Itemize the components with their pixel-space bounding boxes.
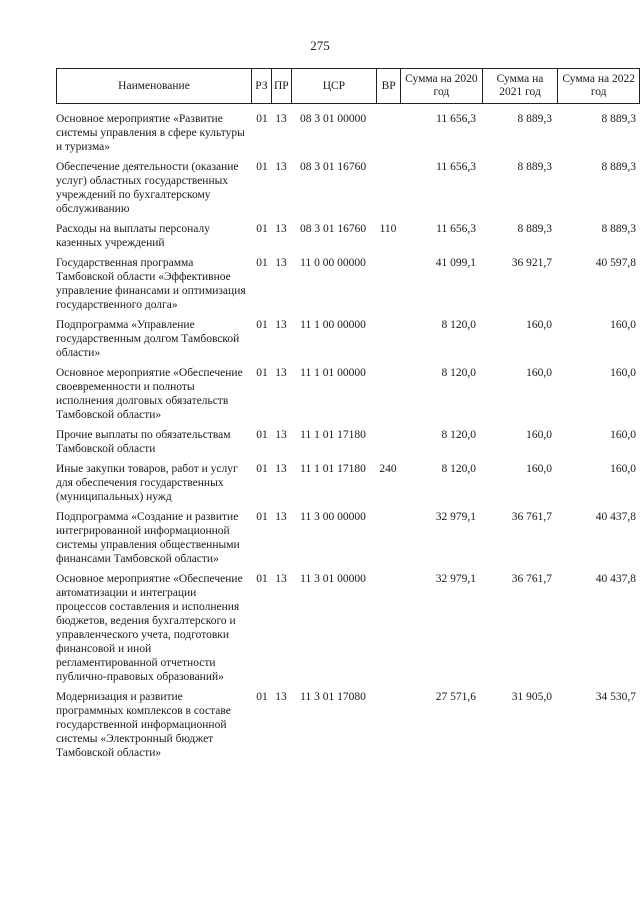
row-sum-2022: 40 437,8 [595, 573, 636, 585]
row-rz: 01 [256, 161, 268, 173]
row-sum-2022: 160,0 [610, 429, 636, 441]
table-row [56, 222, 640, 250]
row-name: Подпрограмма «Создание и развитие интегрированной информационной системы управления общественными финансами Тамбовской области» [56, 511, 240, 565]
row-rz: 01 [256, 511, 268, 523]
row-sum-2020: 11 656,3 [436, 113, 476, 125]
row-sum-2020: 32 979,1 [435, 573, 476, 585]
row-pr: 13 [275, 573, 287, 585]
table-row [56, 160, 640, 216]
row-csr: 11 3 01 00000 [300, 573, 366, 585]
row-sum-2021: 160,0 [526, 319, 552, 331]
row-csr: 11 0 00 00000 [300, 257, 366, 269]
row-sum-2022: 8 889,3 [601, 113, 636, 125]
row-vr [376, 572, 400, 684]
row-pr: 13 [275, 223, 287, 235]
table-row [56, 112, 640, 154]
row-pr: 13 [275, 113, 287, 125]
row-rz: 01 [256, 573, 268, 585]
table-row [56, 510, 640, 566]
row-pr: 13 [275, 429, 287, 441]
row-pr: 13 [275, 319, 287, 331]
row-name: Иные закупки товаров, работ и услуг для обеспечения государственных (муниципальных) нужд [56, 463, 238, 503]
table-row [56, 366, 640, 422]
header-sum-2022: Сумма на 2022 год [558, 69, 640, 104]
row-sum-2022: 40 597,8 [595, 257, 636, 269]
row-vr [376, 256, 400, 312]
row-sum-2021: 31 905,0 [511, 691, 552, 703]
row-sum-2021: 8 889,3 [517, 113, 552, 125]
row-rz: 01 [256, 113, 268, 125]
row-vr [376, 690, 400, 760]
table-row [56, 318, 640, 360]
row-sum-2020: 8 120,0 [441, 429, 476, 441]
header-rz: РЗ [251, 69, 271, 104]
row-csr: 11 3 01 17080 [300, 691, 366, 703]
row-sum-2022: 8 889,3 [601, 161, 636, 173]
row-pr: 13 [275, 367, 287, 379]
row-csr: 11 3 00 00000 [300, 511, 366, 523]
row-name: Обеспечение деятельности (оказание услуг) областных государственных учреждений по бухгалтерскому обслуживанию [56, 161, 239, 215]
row-vr [376, 160, 400, 216]
page-number: 275 [310, 38, 330, 53]
row-vr [376, 428, 400, 456]
row-sum-2022: 160,0 [610, 319, 636, 331]
header-pr: ПР [271, 69, 291, 104]
table-body [56, 112, 640, 766]
table-row [56, 256, 640, 312]
row-csr: 11 1 01 17180 [300, 429, 366, 441]
row-rz: 01 [256, 429, 268, 441]
row-sum-2020: 8 120,0 [441, 463, 476, 475]
row-pr: 13 [275, 511, 287, 523]
row-sum-2022: 160,0 [610, 463, 636, 475]
table-header [56, 68, 640, 104]
row-rz: 01 [256, 319, 268, 331]
header-sum-2021: Сумма на 2021 год [482, 69, 558, 104]
row-sum-2022: 160,0 [610, 367, 636, 379]
header-name: Наименование [57, 69, 252, 104]
row-sum-2020: 41 099,1 [435, 257, 476, 269]
row-rz: 01 [256, 463, 268, 475]
table-row [56, 428, 640, 456]
row-name: Модернизация и развитие программных комплексов в составе государственной информационной системы «Электронный бюджет Тамбовской области» [56, 691, 231, 759]
row-csr: 08 3 01 00000 [299, 113, 367, 125]
row-sum-2021: 160,0 [526, 463, 552, 475]
row-rz: 01 [256, 367, 268, 379]
row-pr: 13 [275, 161, 287, 173]
row-sum-2020: 8 120,0 [441, 319, 476, 331]
row-sum-2020: 11 656,3 [436, 161, 476, 173]
row-name: Основное мероприятие «Обеспечение своевременности и полноты исполнения долговых обязательств Тамбовской области» [56, 367, 243, 421]
row-sum-2021: 160,0 [526, 429, 552, 441]
row-sum-2020: 32 979,1 [435, 511, 476, 523]
row-vr [376, 112, 400, 154]
row-sum-2020: 27 571,6 [435, 691, 476, 703]
row-rz: 01 [256, 691, 268, 703]
row-pr: 13 [275, 257, 287, 269]
row-name: Расходы на выплаты персоналу казенных учреждений [56, 223, 210, 249]
row-rz: 01 [256, 223, 268, 235]
row-sum-2022: 8 889,3 [601, 223, 636, 235]
row-name: Прочие выплаты по обязательствам Тамбовской области [56, 429, 231, 455]
row-vr: 110 [379, 223, 397, 235]
row-rz: 01 [256, 257, 268, 269]
header-csr: ЦСР [291, 69, 376, 104]
row-csr: 11 1 01 00000 [300, 367, 366, 379]
row-vr [376, 318, 400, 360]
row-sum-2022: 40 437,8 [595, 511, 636, 523]
row-csr: 08 3 01 16760 [299, 161, 367, 173]
row-pr: 13 [275, 463, 287, 475]
row-csr: 11 1 00 00000 [300, 319, 366, 331]
row-sum-2020: 8 120,0 [441, 367, 476, 379]
row-sum-2021: 8 889,3 [517, 161, 552, 173]
table-row [56, 572, 640, 684]
row-vr: 240 [379, 463, 397, 475]
row-sum-2021: 160,0 [526, 367, 552, 379]
row-pr: 13 [275, 691, 287, 703]
header-vr: ВР [377, 69, 401, 104]
header-sum-2020: Сумма на 2020 год [401, 69, 483, 104]
row-vr [376, 510, 400, 566]
row-vr [376, 366, 400, 422]
row-name: Основное мероприятие «Обеспечение автоматизации и интеграции процессов составления и исполнения бюджетов, ведения бухгалтерского и управленческого учета, подготовки финансовой и иной регламентированной отчетности публично-правовых образований» [56, 573, 243, 683]
row-sum-2021: 8 889,3 [517, 223, 552, 235]
row-sum-2022: 34 530,7 [595, 691, 636, 703]
row-name: Государственная программа Тамбовской области «Эффективное управление финансами и оптимизация государственного долга» [56, 257, 246, 311]
row-csr: 11 1 01 17180 [300, 463, 366, 475]
row-sum-2021: 36 761,7 [511, 511, 552, 523]
row-sum-2020: 11 656,3 [436, 223, 476, 235]
row-sum-2021: 36 761,7 [511, 573, 552, 585]
table-row [56, 462, 640, 504]
row-name: Основное мероприятие «Развитие системы управления в сфере культуры и туризма» [56, 113, 245, 153]
table-row [56, 690, 640, 760]
row-csr: 08 3 01 16760 [299, 223, 367, 235]
row-sum-2021: 36 921,7 [511, 257, 552, 269]
row-name: Подпрограмма «Управление государственным долгом Тамбовской области» [56, 319, 240, 359]
